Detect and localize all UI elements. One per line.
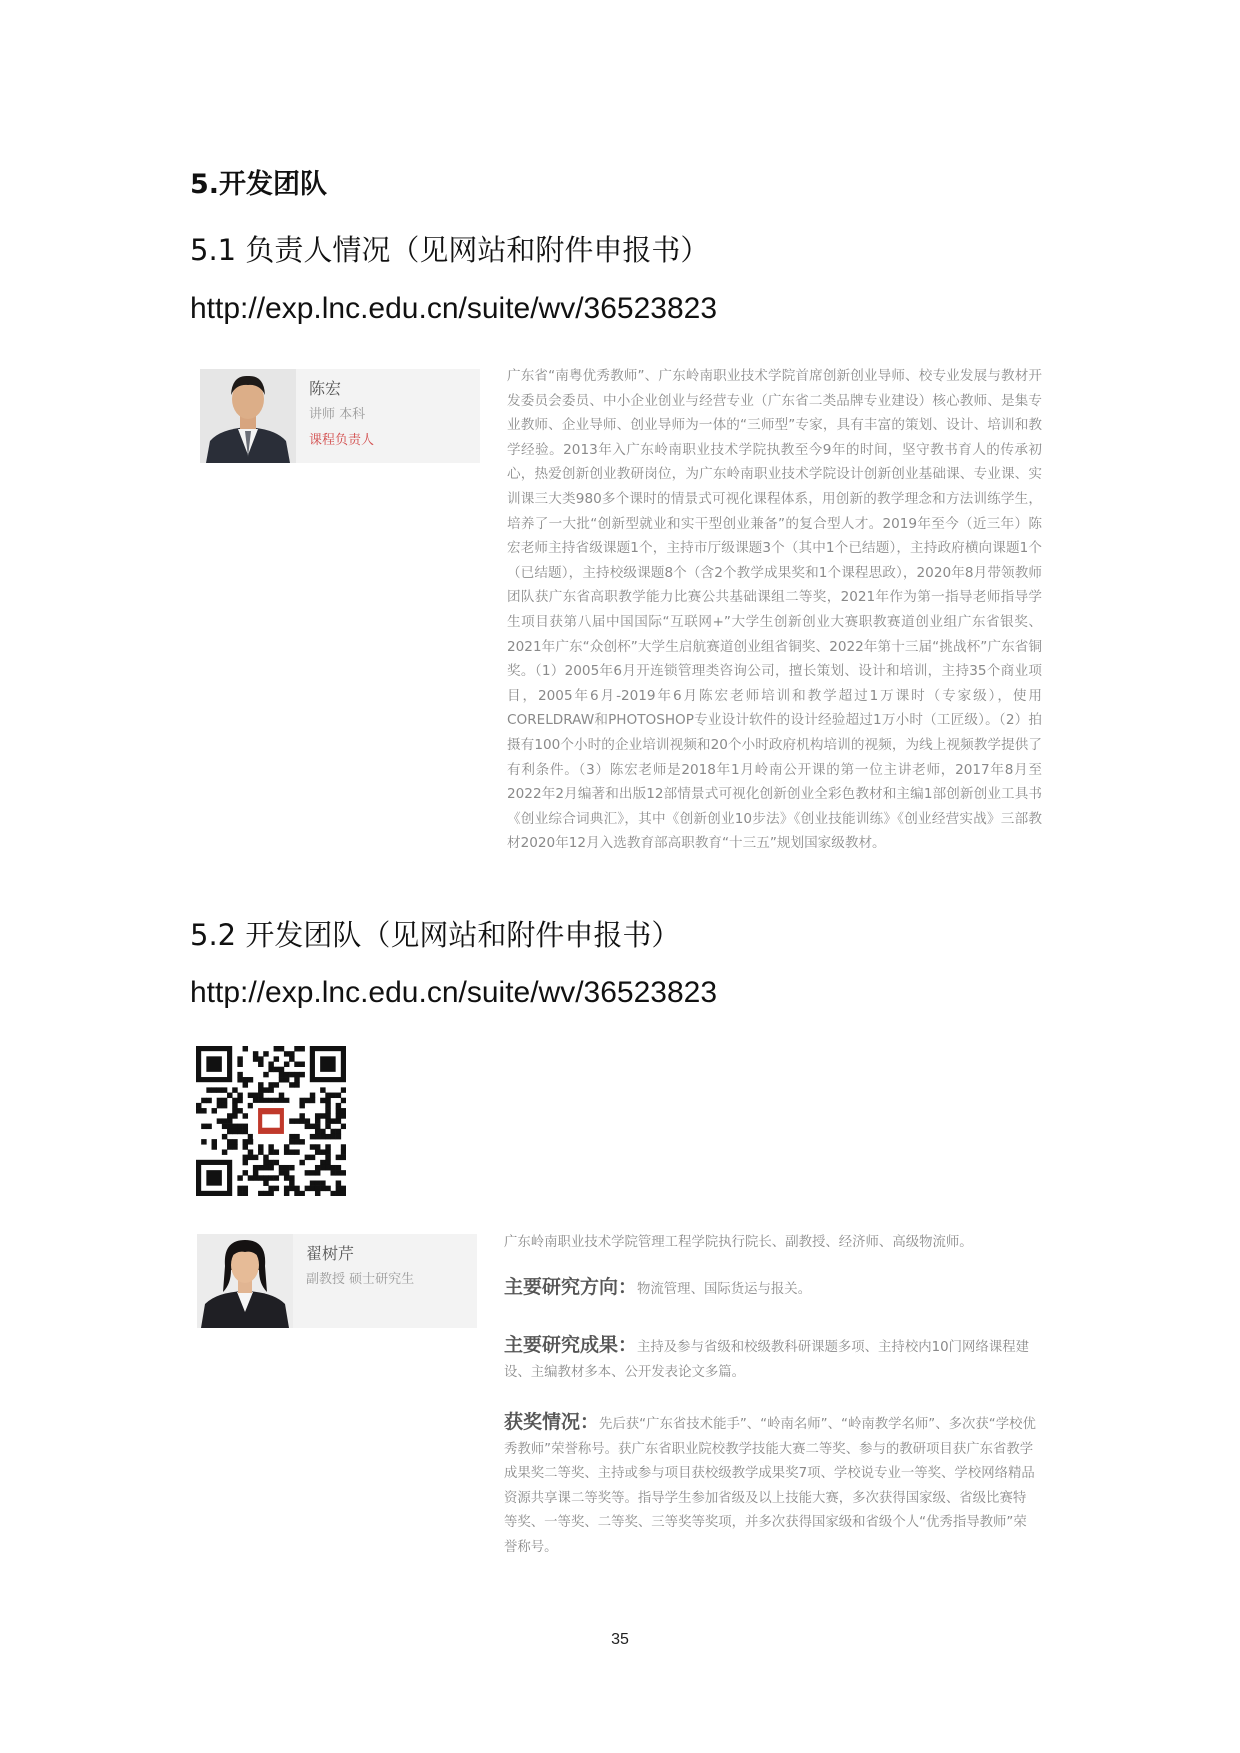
leader-photo bbox=[200, 369, 296, 463]
leader-title-degree: 讲师 本科 bbox=[309, 407, 366, 422]
member-photo bbox=[197, 1234, 293, 1328]
member-results bbox=[504, 1333, 1039, 1385]
member-awards bbox=[504, 1410, 1039, 1561]
subsection-title-team: 5.2 开发团队（见网站和附件申报书） bbox=[190, 918, 681, 952]
research-text: 物流管理、国际货运与报关。 bbox=[637, 1282, 812, 1297]
website-url-team[interactable]: http://exp.lnc.edu.cn/suite/wv/36523823 bbox=[190, 976, 718, 1009]
section-title: 5.开发团队 bbox=[190, 169, 328, 200]
member-title-degree: 副教授 硕士研究生 bbox=[306, 1272, 415, 1287]
page-number: 35 bbox=[611, 1631, 629, 1648]
qr-code bbox=[196, 1046, 346, 1196]
results-text: 主持及参与省级和校级教科研课题多项、主持校内10门网络课程建设、主编教材多本、公开发表论文多篇。 bbox=[504, 1340, 1029, 1380]
leader-profile-card bbox=[200, 369, 480, 463]
leader-name: 陈宏 bbox=[309, 379, 342, 398]
member-name: 翟树芹 bbox=[306, 1244, 355, 1263]
member-profile-card bbox=[197, 1234, 477, 1328]
results-label: 主要研究成果： bbox=[504, 1334, 638, 1356]
subsection-title-leader: 5.1 负责人情况（见网站和附件申报书） bbox=[190, 233, 710, 267]
member-intro: 广东岭南职业技术学院管理工程学院执行院长、副教授、经济师、高级物流师。 bbox=[504, 1235, 973, 1250]
website-url-leader[interactable]: http://exp.lnc.edu.cn/suite/wv/36523823 bbox=[190, 292, 718, 325]
research-label: 主要研究方向： bbox=[504, 1276, 638, 1298]
leader-role: 课程负责人 bbox=[309, 433, 375, 448]
leader-bio: 广东省“南粤优秀教师”、广东岭南职业技术学院首席创新创业导师、校专业发展与教材开发委员会委员、中小企业创业与经营专业（广东省二类品牌专业建设）核心教师、是集专业教师、企业导师、创业导师为一体的“三师型”专家，具有丰富的策划、设计、培训和教学经验。2013年入广东岭南职业技术学院执教至今9年的时间，坚守教书育人的传承初心，热爱创新创业教研岗位，为广东岭南职业技术学院设计创新创业基础课、专业课、实训课三大类980多个课时的情景式可视化课程体系，用创新的教学理念和方法训练学生，培养了一大批“创新型就业和实干型创业兼备”的复合型人才。2019年至今（近三年）陈宏老师主持省级课题1个，主持市厅级课题3个（其中1个已结题），主持政府横向课题1个（已结题），主持校级课题8个（含2个教学成果奖和1个课程思政），2020年8月带领教师团队获广东省高职教学能力比赛公共基础课组二等奖，2021年作为第一指导老师指导学生项目获第八届中国国际“互联网+”大学生创新创业大赛职教赛道创业组广东省银奖、2021年广东“众创杯”大学生启航赛道创业组省铜奖、2022年第十三届“挑战杯”广东省铜奖。（1）2005年6月开连锁管理类咨询公司，擅长策划、设计和培训，主持35个商业项目，2005年6月-2019年6月陈宏老师培训和教学超过1万课时（专家级），使用CORELDRAW和PHOTOSHOP专业设计软件的设计经验超过1万小时（工匠级）。（2）拍摄有100个小时的企业培训视频和20个小时政府机构培训的视频，为线上视频教学提供了有利条件。（3）陈宏老师是2018年1月岭南公开课的第一位主讲老师，2017年8月至2022年2月编著和出版12部情景式可视化创新创业全彩色教材和主编1部创新创业工具书《创业综合词典汇》，其中《创新创业10步法》《创业技能训练》《创业经营实战》三部教材2020年12月入选教育部高职教育“十三五”规划国家级教材。 bbox=[507, 368, 1042, 852]
member-research bbox=[504, 1275, 1039, 1303]
awards-text: 先后获“广东省技术能手”、“岭南名师”、“岭南教学名师”、多次获“学校优秀教师”荣誉称号。获广东省职业院校教学技能大赛二等奖、参与的教研项目获广东省教学成果奖二等奖、主持或参与项目获校级教学成果奖7项、学校说专业一等奖、学校网络精品资源共享课二等奖等。指导学生参加省级及以上技能大赛，多次获得国家级、省级比赛特等奖、一等奖、二等奖、三等奖等奖项，并多次获得国家级和省级个人“优秀指导教师”荣誉称号。 bbox=[504, 1417, 1036, 1555]
awards-label: 获奖情况： bbox=[504, 1411, 600, 1433]
